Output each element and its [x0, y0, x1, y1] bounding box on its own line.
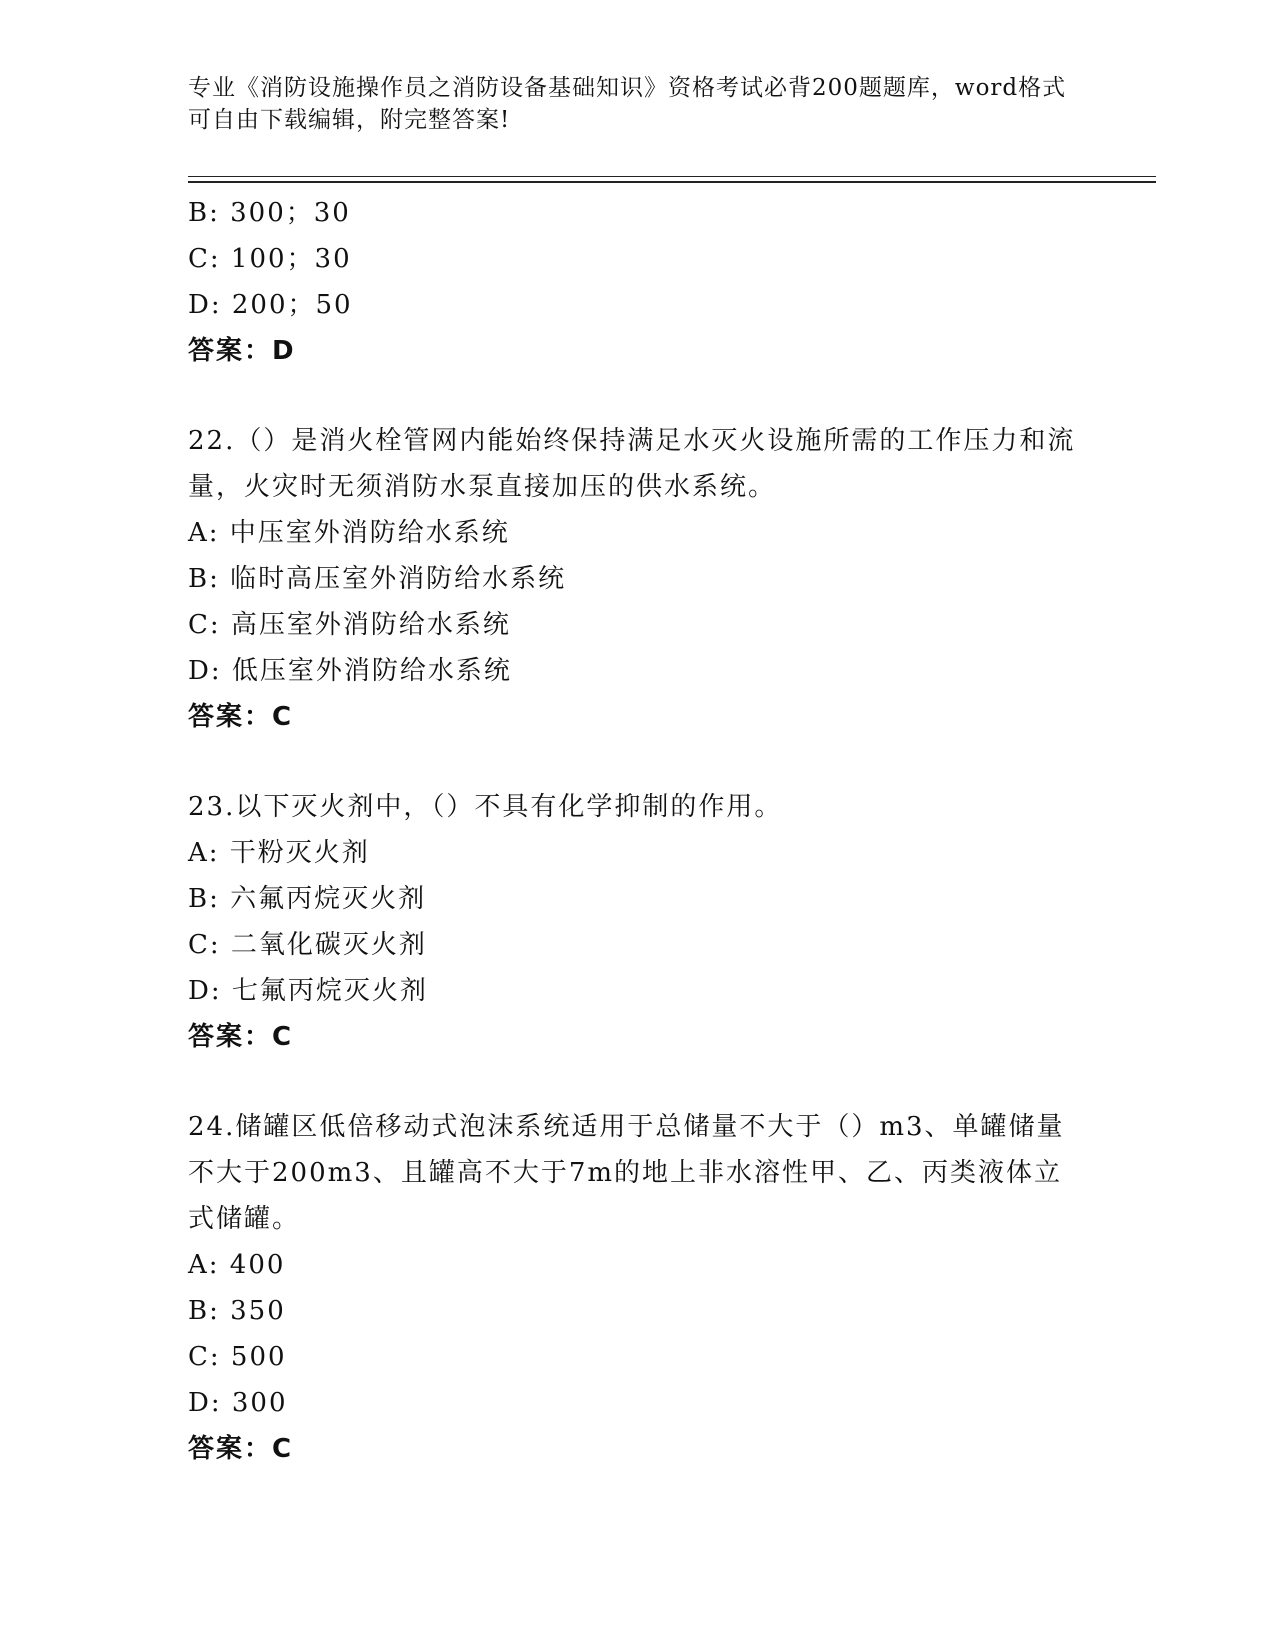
option-d: D: 七氟丙烷灭火剂 — [188, 976, 428, 1006]
option-d: D: 200；50 — [188, 290, 353, 320]
option-b: B: 350 — [188, 1296, 286, 1326]
option-c: C: 500 — [188, 1342, 287, 1372]
option-a: A: 干粉灭火剂 — [188, 838, 370, 868]
header-divider-thin — [188, 176, 1156, 177]
option-a: A: 中压室外消防给水系统 — [188, 518, 510, 548]
document-header: 专业《消防设施操作员之消防设备基础知识》资格考试必背200题题库，word格式可自由下载编辑，附完整答案! — [188, 75, 1067, 133]
question-23 — [188, 784, 1088, 1060]
option-d: D: 低压室外消防给水系统 — [188, 656, 512, 686]
answer: 答案：D — [188, 336, 296, 366]
option-d: D: 300 — [188, 1388, 288, 1418]
option-b: B: 六氟丙烷灭火剂 — [188, 884, 427, 914]
option-b: B: 临时高压室外消防给水系统 — [188, 564, 567, 594]
option-c: C: 二氧化碳灭火剂 — [188, 930, 427, 960]
option-b: B: 300；30 — [188, 198, 351, 228]
option-a: A: 400 — [188, 1250, 286, 1280]
question-stem: 24.储罐区低倍移动式泡沫系统适用于总储量不大于（）m3、单罐储量不大于200m3、且罐高不大于7m的地上非水溶性甲、乙、丙类液体立式储罐。 — [188, 1112, 1065, 1234]
continued-question — [188, 190, 1088, 374]
answer: 答案：C — [188, 702, 294, 732]
answer: 答案：C — [188, 1022, 294, 1052]
answer: 答案：C — [188, 1434, 294, 1464]
question-24 — [188, 1104, 1088, 1472]
question-content — [188, 190, 1088, 1472]
question-stem: 23.以下灭火剂中，（）不具有化学抑制的作用。 — [188, 792, 783, 822]
header-divider-thick — [188, 181, 1156, 183]
option-c: C: 100；30 — [188, 244, 352, 274]
option-c: C: 高压室外消防给水系统 — [188, 610, 511, 640]
question-22 — [188, 418, 1088, 740]
question-stem: 22.（）是消火栓管网内能始终保持满足水灭火设施所需的工作压力和流量，火灾时无须消防水泵直接加压的供水系统。 — [188, 426, 1076, 502]
